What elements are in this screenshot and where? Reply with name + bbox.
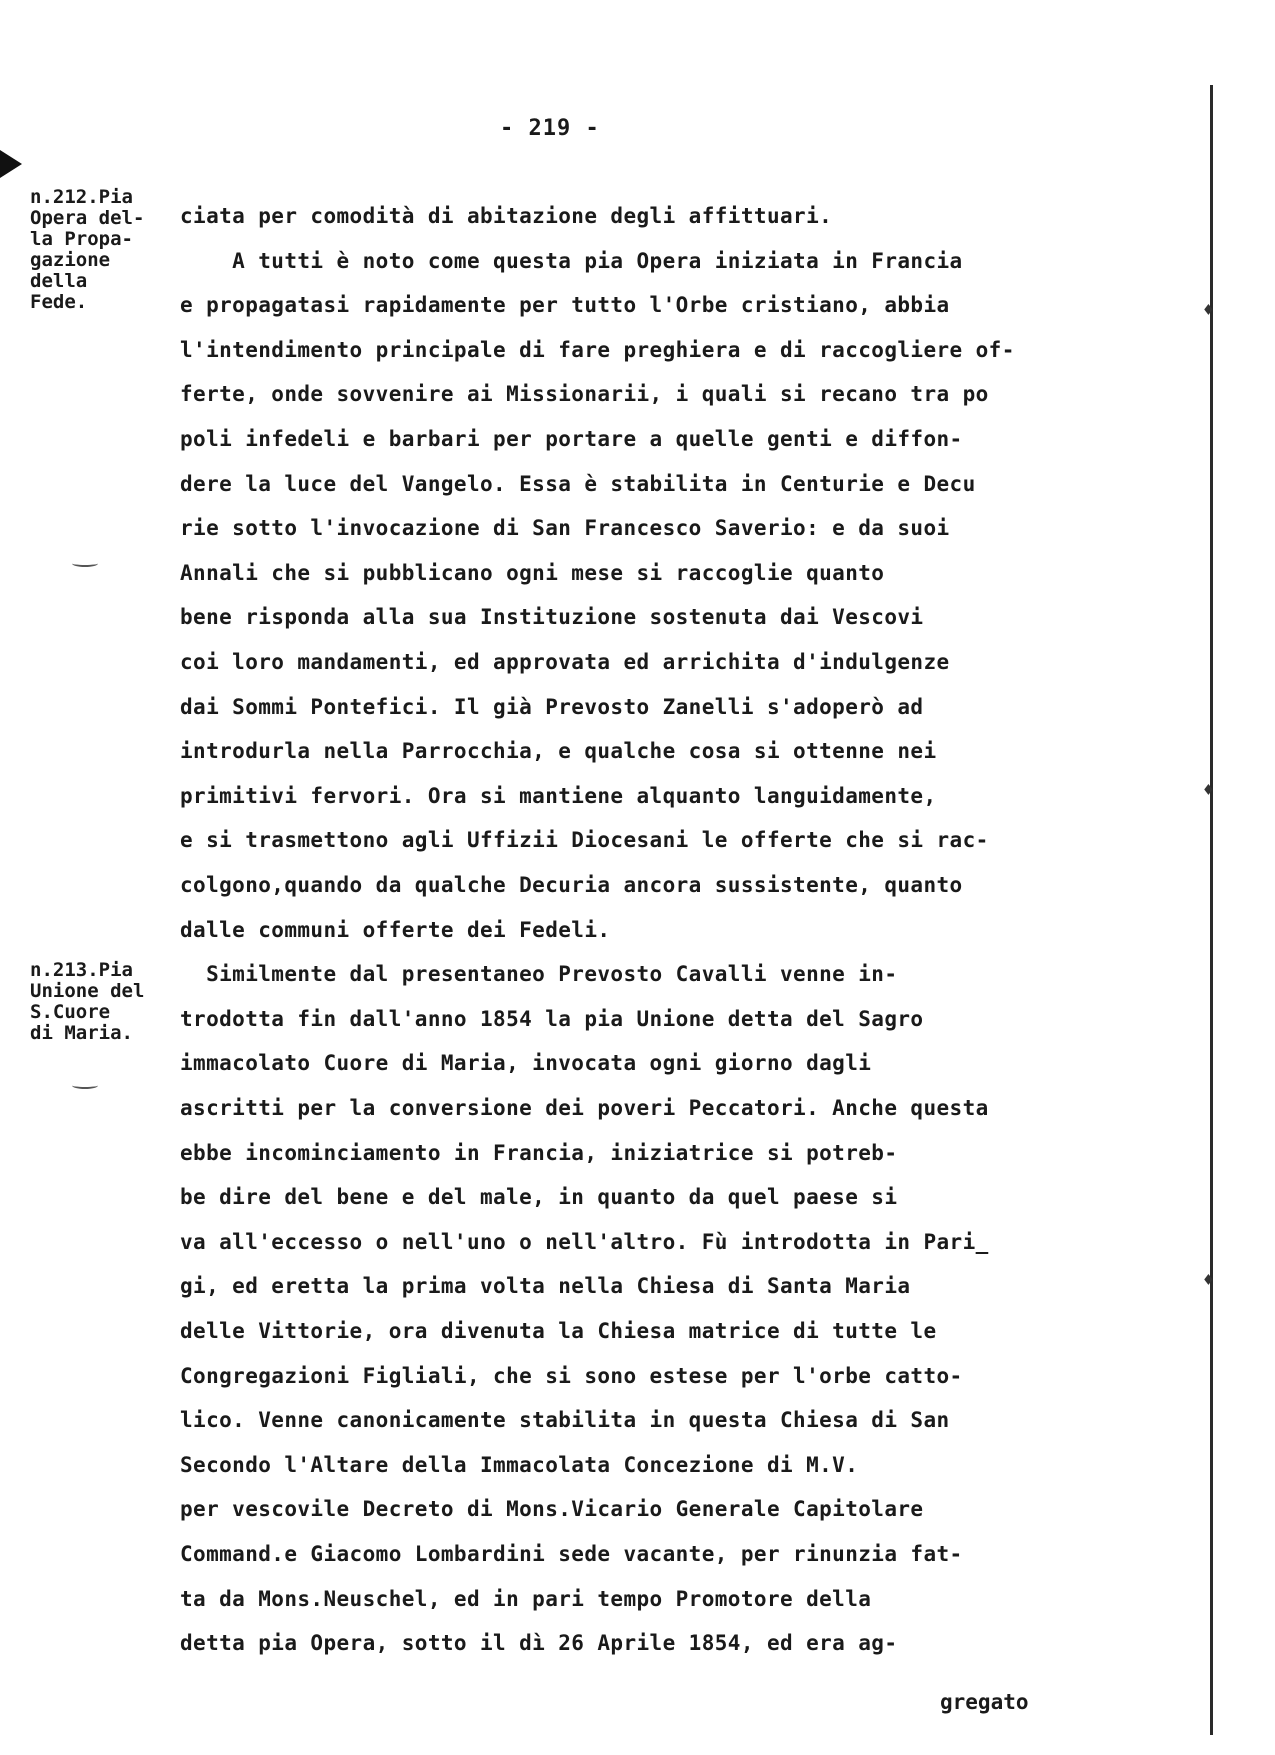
text-line: A tutti è noto come questa pia Opera iniziata in Francia xyxy=(180,249,963,273)
text-line: ascritti per la conversione dei poveri Peccatori. Anche questa xyxy=(180,1096,989,1120)
text-line: ciata per comodità di abitazione degli affittuari. xyxy=(180,204,833,228)
text-line: colgono,quando da qualche Decuria ancora sussistente, quanto xyxy=(180,873,963,897)
margin-note-213: n.213.Pia Unione del S.Cuore di Maria. xyxy=(30,959,145,1044)
text-line: delle Vittorie, ora divenuta la Chiesa matrice di tutte le xyxy=(180,1319,937,1343)
text-line: bene risponda alla sua Instituzione sostenuta dai Vescovi xyxy=(180,605,924,629)
text-line: Annali che si pubblicano ogni mese si raccoglie quanto xyxy=(180,561,885,585)
edge-punch-mark: ♦ xyxy=(1203,780,1214,801)
text-line: primitivi fervori. Ora si mantiene alquanto languidamente, xyxy=(180,784,937,808)
text-line: trodotta fin dall'anno 1854 la pia Unione detta del Sagro xyxy=(180,1007,924,1031)
text-line: poli infedeli e barbari per portare a quelle genti e diffon- xyxy=(180,427,963,451)
text-line: e propagatasi rapidamente per tutto l'Orbe cristiano, abbia xyxy=(180,293,950,317)
text-line: Congregazioni Figliali, che si sono estese per l'orbe catto- xyxy=(180,1364,963,1388)
binding-edge-line xyxy=(1210,85,1213,1735)
text-line: dere la luce del Vangelo. Essa è stabilita in Centurie e Decu xyxy=(180,472,976,496)
text-line: gi, ed eretta la prima volta nella Chiesa di Santa Maria xyxy=(180,1274,911,1298)
text-line: Secondo l'Altare della Immacolata Concezione di M.V. xyxy=(180,1453,859,1477)
text-line: dai Sommi Pontefici. Il già Prevosto Zanelli s'adoperò ad xyxy=(180,695,924,719)
text-line: dalle communi offerte dei Fedeli. xyxy=(180,918,611,942)
margin-note-212: n.212.Pia Opera del- la Propa- gazione della Fede. xyxy=(30,186,145,313)
edge-punch-mark: ♦ xyxy=(1203,1270,1214,1291)
text-line: ta da Mons.Neuschel, ed in pari tempo Promotore della xyxy=(180,1587,872,1611)
text-line: rie sotto l'invocazione di San Francesco Saverio: e da suoi xyxy=(180,516,950,540)
text-line: per vescovile Decreto di Mons.Vicario Generale Capitolare xyxy=(180,1497,924,1521)
text-line: e si trasmettono agli Uffizii Diocesani le offerte che si rac- xyxy=(180,828,989,852)
text-line: Similmente dal presentaneo Prevosto Cavalli venne in- xyxy=(180,962,898,986)
text-line: ebbe incominciamento in Francia, iniziatrice si potreb- xyxy=(180,1141,898,1165)
margin-scribble xyxy=(72,1082,98,1089)
text-line: detta pia Opera, sotto il dì 26 Aprile 1854, ed era ag- xyxy=(180,1631,898,1655)
margin-scribble xyxy=(72,560,98,567)
catchword: gregato xyxy=(940,1690,1029,1714)
text-line: immacolato Cuore di Maria, invocata ogni giorno dagli xyxy=(180,1051,872,1075)
text-line: l'intendimento principale di fare preghiera e di raccogliere of- xyxy=(180,338,1015,362)
text-line: ferte, onde sovvenire ai Missionarii, i quali si recano tra po xyxy=(180,382,989,406)
text-line: Command.e Giacomo Lombardini sede vacante, per rinunzia fat- xyxy=(180,1542,963,1566)
text-line: coi loro mandamenti, ed approvata ed arrichita d'indulgenze xyxy=(180,650,950,674)
text-line: be dire del bene e del male, in quanto da quel paese si xyxy=(180,1185,898,1209)
text-line: lico. Venne canonicamente stabilita in questa Chiesa di San xyxy=(180,1408,950,1432)
text-line: introdurla nella Parrocchia, e qualche cosa si ottenne nei xyxy=(180,739,937,763)
page-number: - 219 - xyxy=(500,116,600,141)
text-line: va all'eccesso o nell'uno o nell'altro. Fù introdotta in Pari_ xyxy=(180,1230,989,1254)
edge-punch-mark: ♦ xyxy=(1203,300,1214,321)
ink-blot-mark xyxy=(0,150,22,178)
